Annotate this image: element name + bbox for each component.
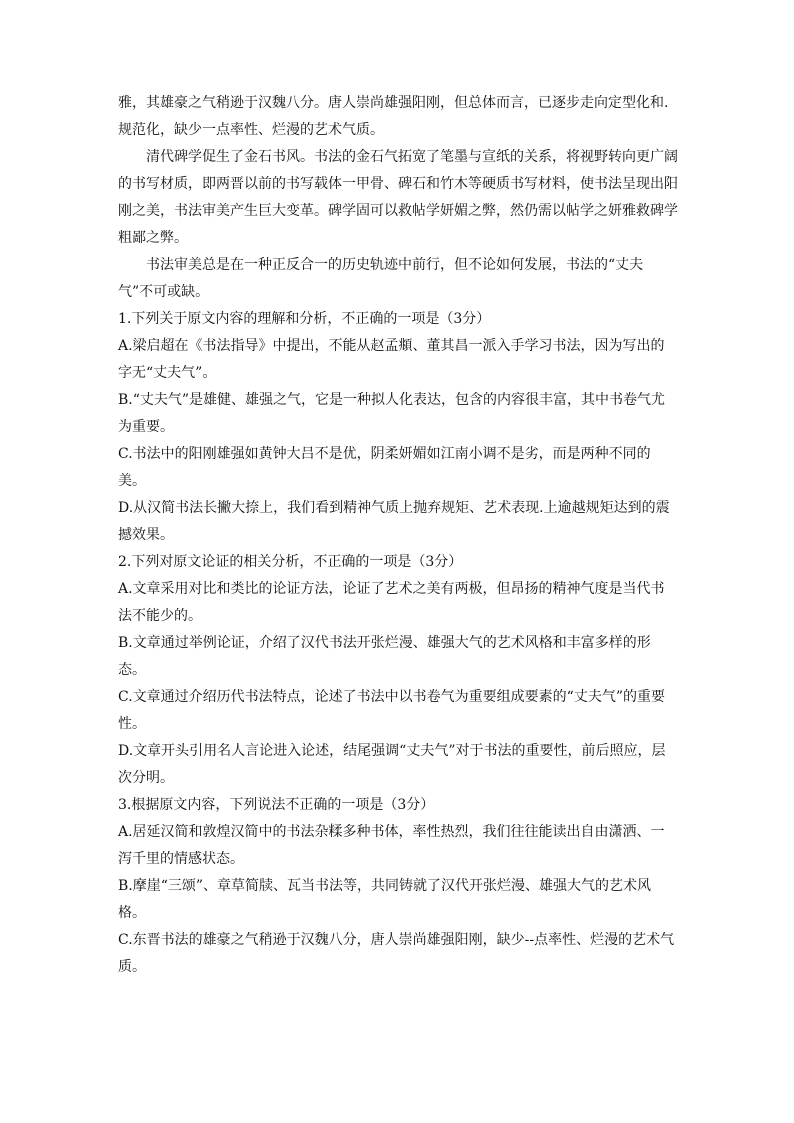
option-b: B.“丈夫气”是雄健、雄强之气，它是一种拟人化表达，包含的内容很丰富，其中书卷气尤为重要。: [118, 392, 666, 435]
paragraph-continuation: 雅，其雄豪之气稍逊于汉魏八分。唐人崇尚雄强阳刚，但总体而言，已逐步走向定型化和.规范化，缺少一点率性、烂漫的艺术气质。: [118, 95, 669, 138]
option-d: D.从汉简书法长撇大捺上，我们看到精神气质上抛弃规矩、艺术表现.上逾越规矩达到的震撼效果。: [118, 500, 670, 543]
option-b: B.文章通过举例论证，介绍了汉代书法开张烂漫、雄强大气的艺术风格和丰富多样的形态。: [118, 635, 651, 678]
option-b: B.摩崖“三颂”、章草简牍、瓦当书法等，共同铸就了汉代开张烂漫、雄强大气的艺术风格。: [118, 878, 652, 921]
question-stem: 3.根据原文内容，下列说法不正确的一项是（3分）: [118, 797, 435, 813]
option-a: A.梁启超在《书法指导》中提出，不能从赵孟頫、董其昌一派入手学习书法，因为写出的字无“丈夫气”。: [118, 338, 665, 381]
question-stem: 2.下列对原文论证的相关分析，不正确的一项是（3分）: [118, 554, 463, 570]
option-c: C.书法中的阳刚雄强如黄钟大吕不是优，阴柔妍媚如江南小调不是劣，而是两种不同的美。: [118, 446, 651, 489]
question-2: [118, 549, 678, 792]
option-c: C.东晋书法的雄豪之气稍逊于汉魏八分，唐人崇尚雄强阳刚，缺少--点率性、烂漫的艺术气质。: [118, 932, 675, 975]
option-a: A.文章采用对比和类比的论证方法，论证了艺术之美有两极，但昂扬的精神气度是当代书法不能少的。: [118, 581, 665, 624]
option-d: D.文章开头引用名人言论进入论述，结尾强调“丈夫气”对于书法的重要性，前后照应，层次分明。: [118, 743, 666, 786]
paragraph-qing-stele: 清代碑学促生了金石书风。书法的金石气拓宽了笔墨与宣纸的关系，将视野转向更广阔的书写材质，即两晋以前的书写载体一甲骨、碑石和竹木等硬质书写材料，使书法呈现出阳刚之美，书法审美产生巨大变革。碑学固可以救帖学妍媚之弊，然仍需以帖学之妍雅救碑学粗鄙之弊。: [118, 149, 678, 246]
document-page: [118, 90, 678, 981]
option-c: C.文章通过介绍历代书法特点，论述了书法中以书卷气为重要组成要素的“丈夫气”的重要性。: [118, 689, 665, 732]
paragraph-conclusion: 书法审美总是在一种正反合一的历史轨迹中前行，但不论如何发展，书法的“丈夫气”不可或缺。: [118, 257, 644, 300]
question-3: [118, 792, 678, 981]
question-1: [118, 306, 678, 549]
option-a: A.居延汉简和敦煌汉简中的书法杂糅多种书体，率性热烈，我们往往能读出自由潇洒、一泻千里的情感状态。: [118, 824, 665, 867]
question-stem: 1.下列关于原文内容的理解和分析，不正确的一项是（3分）: [118, 311, 491, 327]
